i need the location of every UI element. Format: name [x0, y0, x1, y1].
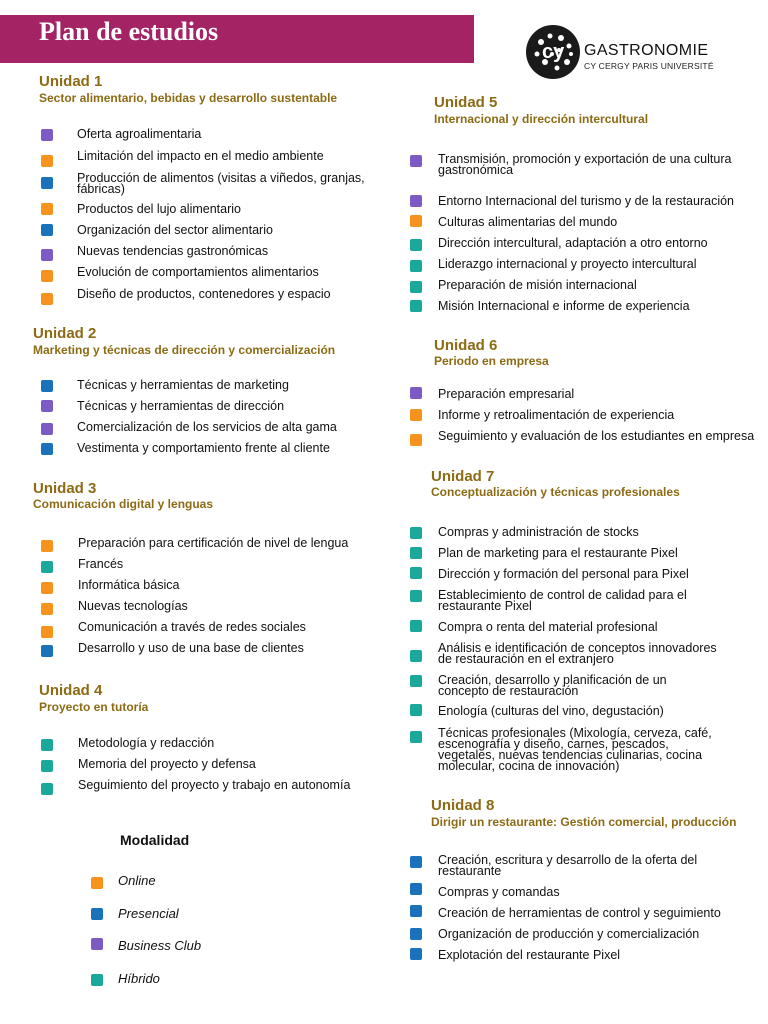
- unit-5-item: Preparación de misión internacional: [438, 278, 637, 292]
- orange-square-icon: [41, 540, 53, 552]
- unit-7-item: Establecimiento de control de calidad para el restaurante Pixel: [438, 588, 687, 613]
- unit-1-item: Nuevas tendencias gastronómicas: [77, 244, 269, 258]
- unit-4-item: Seguimiento del proyecto y trabajo en autonomía: [78, 778, 351, 792]
- unit-3-title: Unidad 3: [33, 480, 97, 497]
- teal-square-icon: [410, 547, 422, 559]
- unit-7-item: Compra o renta del material profesional: [438, 620, 658, 634]
- unit-7-item: Plan de marketing para el restaurante Pixel: [438, 546, 678, 560]
- unit-3-item: Informática básica: [78, 578, 180, 592]
- modalidad-label-business-club: Business Club: [118, 938, 202, 953]
- blue-square-icon: [41, 224, 53, 236]
- unit-4-item: Metodología y redacción: [78, 736, 215, 750]
- teal-square-icon: [410, 590, 422, 602]
- unit-3-item: Comunicación a través de redes sociales: [78, 620, 306, 634]
- unit-1-title: Unidad 1: [39, 73, 103, 90]
- unit-3-item: Francés: [78, 557, 124, 571]
- unit-3-item: Desarrollo y uso de una base de clientes: [78, 641, 304, 655]
- blue-square-icon: [410, 948, 422, 960]
- unit-2-item: Técnicas y herramientas de marketing: [77, 378, 289, 392]
- orange-square-icon: [410, 434, 422, 446]
- modalidad-title: Modalidad: [120, 832, 190, 848]
- teal-square-icon: [410, 260, 422, 272]
- orange-square-icon: [41, 155, 53, 167]
- unit-6-item: Informe y retroalimentación de experiencia: [438, 408, 675, 422]
- unit-1-item: Limitación del impacto en el medio ambiente: [77, 149, 324, 163]
- blue-square-icon: [410, 928, 422, 940]
- unit-7-item: Enología (culturas del vino, degustación): [438, 704, 664, 718]
- unit-7-item: Creación, desarrollo y planificación de un concepto de restauración: [438, 673, 667, 698]
- unit-6-item: Preparación empresarial: [438, 387, 575, 401]
- teal-square-icon: [410, 704, 422, 716]
- unit-7-item: Análisis e identificación de conceptos innovadores de restauración en el extranjero: [438, 641, 717, 666]
- unit-8-item: Creación de herramientas de control y seguimiento: [438, 906, 721, 920]
- unit-2-item: Comercialización de los servicios de alta gama: [77, 420, 337, 434]
- teal-square-icon: [41, 739, 53, 751]
- unit-8-item: Organización de producción y comercialización: [438, 927, 700, 941]
- orange-square-icon: [41, 626, 53, 638]
- purple-square-icon: [410, 155, 422, 167]
- purple-square-icon: [91, 938, 103, 950]
- teal-square-icon: [410, 567, 422, 579]
- unit-6-title: Unidad 6: [434, 337, 498, 354]
- purple-square-icon: [41, 249, 53, 261]
- teal-square-icon: [410, 239, 422, 251]
- unit-4-item: Memoria del proyecto y defensa: [78, 757, 256, 771]
- unit-1-item: Oferta agroalimentaria: [77, 127, 202, 141]
- purple-square-icon: [41, 400, 53, 412]
- blue-square-icon: [91, 908, 103, 920]
- purple-square-icon: [41, 423, 53, 435]
- unit-5-title: Unidad 5: [434, 94, 498, 111]
- teal-square-icon: [410, 620, 422, 632]
- purple-square-icon: [41, 129, 53, 141]
- blue-square-icon: [41, 645, 53, 657]
- unit-5-item: Transmisión, promoción y exportación de una cultura gastronómica: [438, 152, 732, 177]
- unit-7-item: Dirección y formación del personal para Pixel: [438, 567, 689, 581]
- blue-square-icon: [41, 443, 53, 455]
- teal-square-icon: [41, 783, 53, 795]
- unit-5-item: Dirección intercultural, adaptación a otro entorno: [438, 236, 708, 250]
- unit-1-item: Organización del sector alimentario: [77, 223, 273, 237]
- modalidad-label-hibrido: Híbrido: [118, 971, 160, 986]
- unit-8-title: Unidad 8: [431, 797, 495, 814]
- orange-square-icon: [41, 603, 53, 615]
- unit-1-item: Productos del lujo alimentario: [77, 202, 241, 216]
- unit-2-subtitle: Marketing y técnicas de dirección y comercialización: [33, 343, 336, 357]
- svg-text:cy: cy: [542, 41, 565, 63]
- teal-square-icon: [410, 527, 422, 539]
- unit-7-item: Técnicas profesionales (Mixología, cerveza, café, escenografía y diseño, carnes, pescados, vegetales, nuevas tendencias culinarias, cocina molecular, cocina de innovación): [438, 726, 712, 773]
- modalidad-label-presencial: Presencial: [118, 906, 179, 921]
- purple-square-icon: [410, 387, 422, 399]
- unit-4-title: Unidad 4: [39, 682, 103, 699]
- unit-3-item: Preparación para certificación de nivel de lengua: [78, 536, 349, 550]
- unit-5-item: Culturas alimentarias del mundo: [438, 215, 618, 229]
- orange-square-icon: [41, 270, 53, 282]
- logo-brand: GASTRONOMIE: [584, 42, 709, 59]
- blue-square-icon: [41, 177, 53, 189]
- purple-square-icon: [410, 195, 422, 207]
- orange-square-icon: [410, 215, 422, 227]
- unit-6-subtitle: Periodo en empresa: [434, 354, 549, 368]
- page-title: Plan de estudios: [39, 17, 219, 46]
- blue-square-icon: [410, 856, 422, 868]
- blue-square-icon: [41, 380, 53, 392]
- cy-logo-icon: [525, 24, 581, 80]
- unit-7-item: Compras y administración de stocks: [438, 525, 639, 539]
- unit-2-item: Técnicas y herramientas de dirección: [77, 399, 285, 413]
- unit-8-item: Compras y comandas: [438, 885, 560, 899]
- unit-5-item: Entorno Internacional del turismo y de la restauración: [438, 194, 734, 208]
- modalidad-label-online: Online: [118, 873, 156, 888]
- teal-square-icon: [410, 675, 422, 687]
- unit-1-subtitle: Sector alimentario, bebidas y desarrollo sustentable: [39, 91, 338, 105]
- unit-6-item: Seguimiento y evaluación de los estudiantes en empresa: [438, 429, 755, 443]
- logo-subtitle: CY CERGY PARIS UNIVERSITÉ: [584, 61, 714, 71]
- orange-square-icon: [410, 409, 422, 421]
- unit-4-subtitle: Proyecto en tutoría: [39, 700, 149, 714]
- unit-1-item: Diseño de productos, contenedores y espacio: [77, 287, 331, 301]
- unit-1-item: Producción de alimentos (visitas a viñedos, granjas, fábricas): [77, 171, 365, 196]
- teal-square-icon: [410, 281, 422, 293]
- teal-square-icon: [41, 760, 53, 772]
- unit-7-title: Unidad 7: [431, 468, 495, 485]
- unit-1-item: Evolución de comportamientos alimentarios: [77, 265, 319, 279]
- teal-square-icon: [410, 731, 422, 743]
- teal-square-icon: [410, 300, 422, 312]
- unit-5-item: Misión Internacional e informe de experiencia: [438, 299, 690, 313]
- teal-square-icon: [91, 974, 103, 986]
- unit-8-item: Creación, escritura y desarrollo de la oferta del restaurante: [438, 853, 698, 878]
- orange-square-icon: [91, 877, 103, 889]
- blue-square-icon: [410, 883, 422, 895]
- orange-square-icon: [41, 293, 53, 305]
- unit-7-subtitle: Conceptualización y técnicas profesionales: [431, 485, 680, 499]
- unit-3-subtitle: Comunicación digital y lenguas: [33, 497, 214, 511]
- unit-5-subtitle: Internacional y dirección intercultural: [434, 112, 649, 126]
- unit-8-item: Explotación del restaurante Pixel: [438, 948, 621, 962]
- unit-2-item: Vestimenta y comportamiento frente al cliente: [77, 441, 330, 455]
- unit-2-title: Unidad 2: [33, 325, 97, 342]
- unit-8-subtitle: Dirigir un restaurante: Gestión comercial, producción: [431, 815, 737, 829]
- unit-5-item: Liderazgo internacional y proyecto intercultural: [438, 257, 697, 271]
- blue-square-icon: [410, 905, 422, 917]
- unit-3-item: Nuevas tecnologías: [78, 599, 188, 613]
- orange-square-icon: [41, 203, 53, 215]
- teal-square-icon: [410, 650, 422, 662]
- teal-square-icon: [41, 561, 53, 573]
- orange-square-icon: [41, 582, 53, 594]
